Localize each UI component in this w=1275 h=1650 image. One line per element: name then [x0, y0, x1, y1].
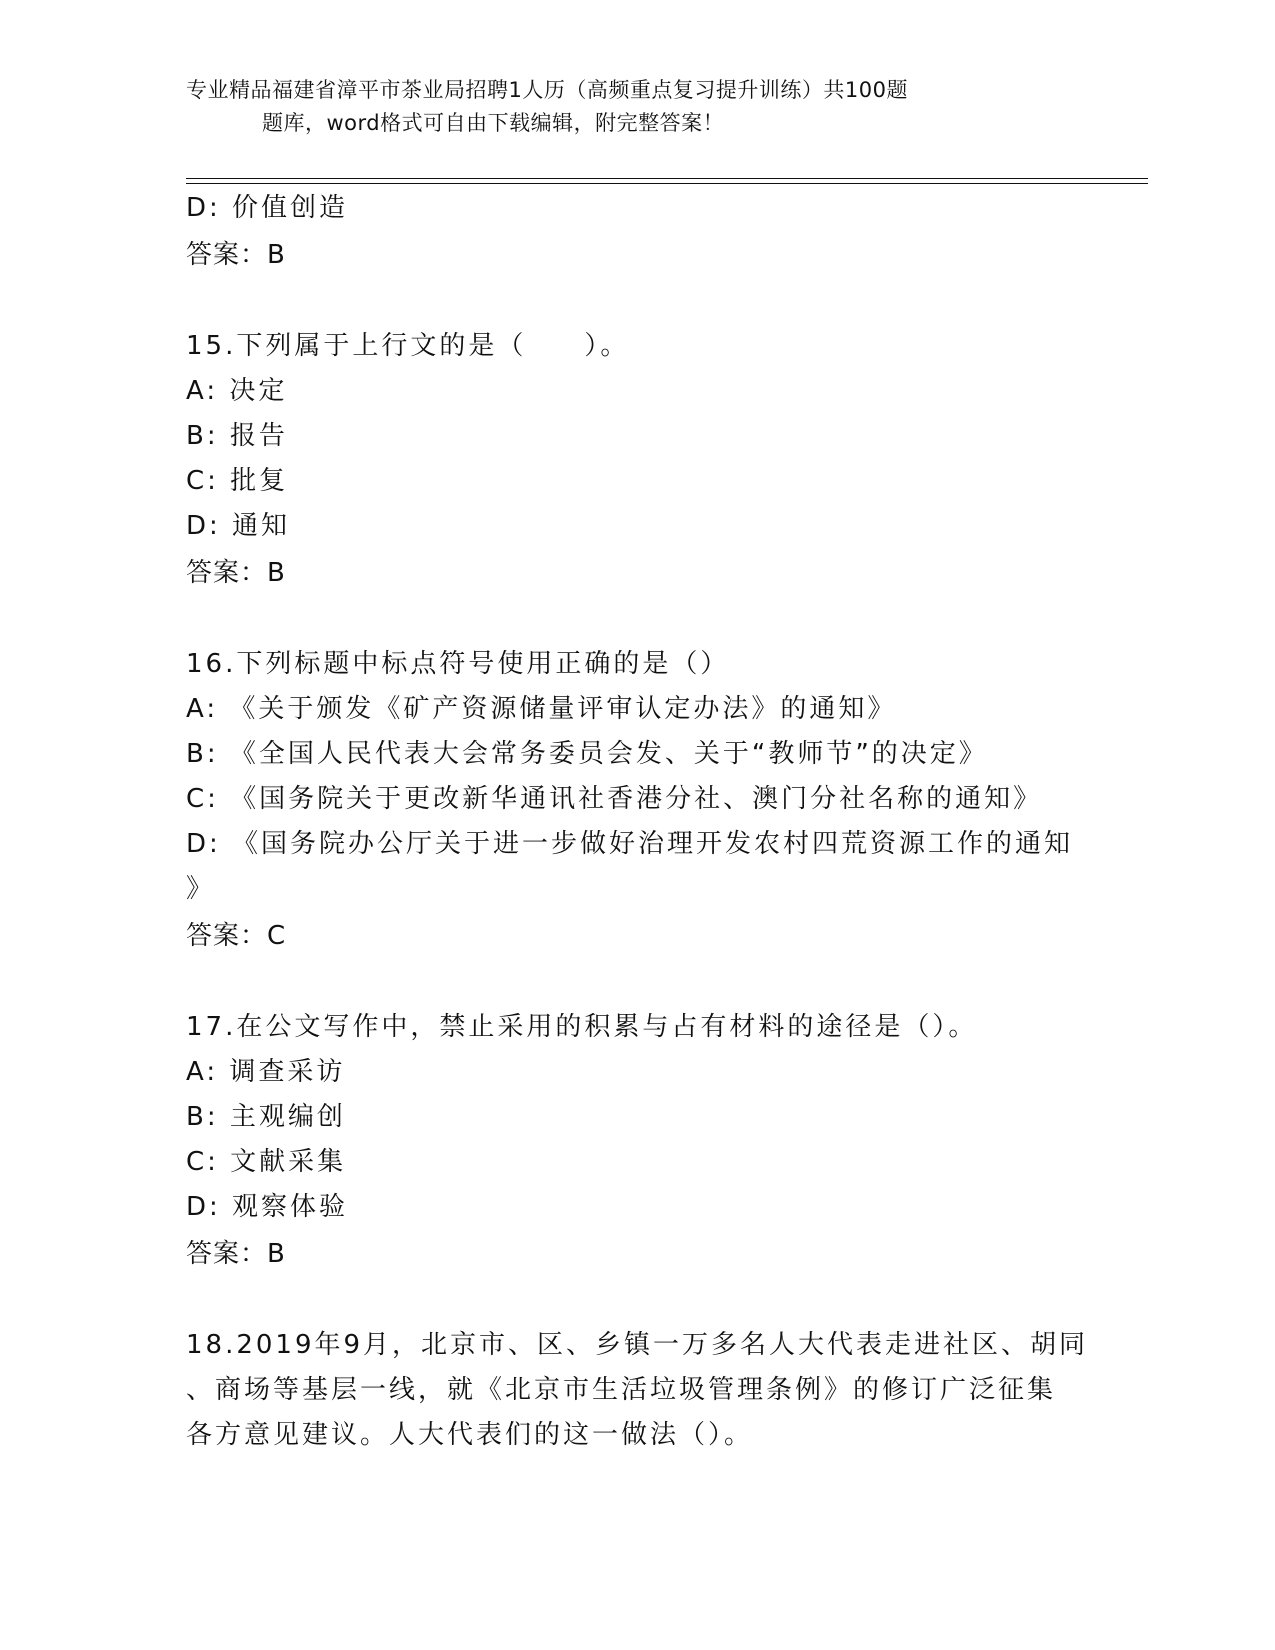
option-b: B: 主观编创: [186, 1102, 346, 1132]
document-header: [186, 74, 1036, 140]
option-d: D: 观察体验: [186, 1192, 349, 1222]
header-rule-bottom: [186, 183, 1148, 184]
option-a: A: 决定: [186, 376, 288, 406]
spacer: [186, 279, 1086, 324]
question-stem: 15.下列属于上行文的是（ ）。: [186, 331, 630, 361]
option-d: D: 通知: [186, 511, 291, 541]
question-stem-line: 各方意见建议。人大代表们的这一做法（）。: [186, 1420, 754, 1450]
spacer: [186, 960, 1086, 1005]
document-body: [186, 186, 1089, 1458]
answer: 答案：B: [186, 1239, 286, 1269]
option-c: C: 文献采集: [186, 1147, 347, 1177]
answer: 答案：B: [186, 240, 286, 270]
option-d: D: 价值创造: [186, 193, 349, 223]
header-title-line1: 专业精品福建省漳平市茶业局招聘1人历（高频重点复习提升训练）共100题: [186, 78, 908, 102]
answer: 答案：C: [186, 921, 287, 951]
question-stem: 17.在公文写作中，禁止采用的积累与占有材料的途径是（）。: [186, 1012, 978, 1042]
answer: 答案：B: [186, 558, 286, 588]
question-stem-line: 、商场等基层一线，就《北京市生活垃圾管理条例》的修订广泛征集: [186, 1375, 1057, 1405]
option-b: B: 报告: [186, 421, 288, 451]
option-b: B: 《全国人民代表大会常务委员会发、关于“教师节”的决定》: [186, 739, 988, 769]
question-stem: 16.下列标题中标点符号使用正确的是（）: [186, 649, 730, 679]
spacer: [186, 1278, 1086, 1323]
option-c: C: 《国务院关于更改新华通讯社香港分社、澳门分社名称的通知》: [186, 784, 1043, 814]
header-title-line2: 题库，word格式可自由下载编辑，附完整答案！: [262, 111, 725, 135]
option-a: A: 《关于颁发《矿产资源储量评审认定办法》的通知》: [186, 694, 897, 724]
spacer: [186, 597, 1086, 642]
question-stem-line: 18.2019年9月，北京市、区、乡镇一万多名人大代表走进社区、胡同: [186, 1330, 1089, 1360]
option-d-continuation: 》: [186, 874, 216, 904]
option-a: A: 调查采访: [186, 1057, 346, 1087]
option-d: D: 《国务院办公厅关于进一步做好治理开发农村四荒资源工作的通知: [186, 829, 1074, 859]
header-rule-top: [186, 178, 1148, 179]
option-c: C: 批复: [186, 466, 289, 496]
